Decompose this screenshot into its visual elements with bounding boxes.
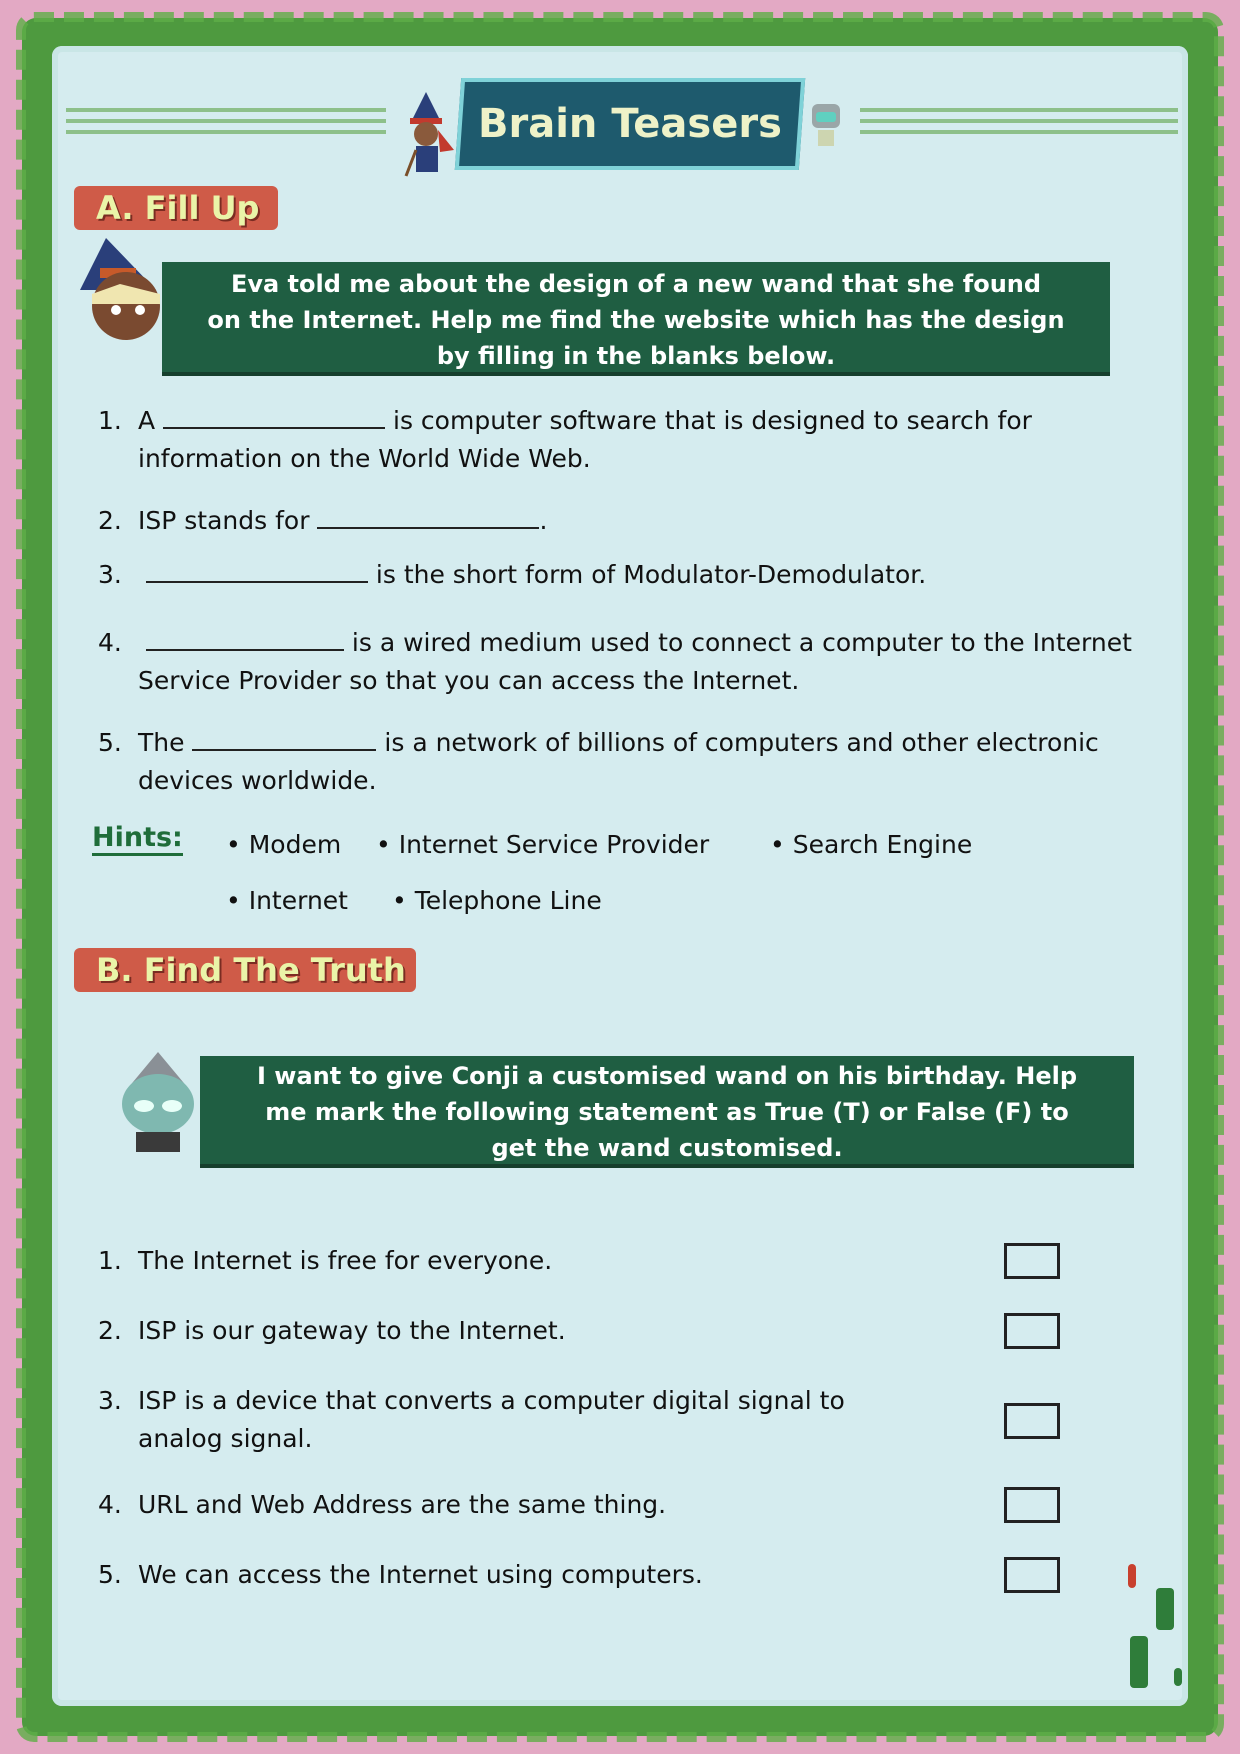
section-a-heading-text: A. Fill Up [96,189,260,227]
hint-item: • Internet [226,886,348,915]
speech-line: I want to give Conji a customised wand on his birthday. Help [257,1062,1077,1090]
decorative-mark [1130,1636,1148,1688]
decorative-mark [1128,1564,1136,1588]
speech-line: on the Internet. Help me find the website which has the design [207,306,1065,334]
answer-box[interactable] [1004,1313,1060,1349]
question-text: The [138,728,185,757]
header-lines-right [860,108,1178,142]
hint-text: Internet Service Provider [398,830,710,859]
hint-item: • Telephone Line [392,886,602,915]
hints-label: Hints: [92,822,183,856]
answer-blank[interactable] [146,557,368,583]
header-lines-left [66,108,386,142]
hint-text: Modem [248,830,342,859]
question-text: . [539,506,548,535]
answer-box[interactable] [1004,1403,1060,1439]
truth-statement-2 [98,1312,918,1350]
answer-blank[interactable] [192,725,376,751]
fill-question-3 [98,556,1158,594]
question-number: 2. [98,506,122,535]
question-number: 3. [98,560,122,589]
statement-text: URL and Web Address are the same thing. [138,1490,667,1519]
answer-blank[interactable] [146,625,344,651]
section-a-speech-bubble [162,262,1110,376]
truth-statement-1 [98,1242,918,1280]
question-text-continued: information on the World Wide Web. [138,444,591,473]
question-text: ISP stands for [138,506,310,535]
statement-number: 3. [98,1386,122,1415]
statement-text: ISP is a device that converts a computer digital signal to [138,1386,845,1415]
hint-item: • Modem [226,830,342,859]
question-text-continued: devices worldwide. [138,766,377,795]
answer-box[interactable] [1004,1487,1060,1523]
question-number: 5. [98,728,122,757]
robot-character-icon [806,98,846,150]
question-text: A [138,406,156,435]
fill-question-4 [98,624,1168,700]
statement-number: 2. [98,1316,122,1345]
eva-character-icon [76,238,176,348]
question-text: is a wired medium used to connect a computer to the Internet [351,628,1132,657]
speech-line: by filling in the blanks below. [436,342,836,370]
speech-line: get the wand customised. [491,1134,843,1162]
statement-text: The Internet is free for everyone. [138,1246,553,1275]
page-title-banner [455,78,805,170]
answer-blank[interactable] [317,503,539,529]
question-text: is computer software that is designed to search for [393,406,1032,435]
conji-character-icon [108,1048,208,1156]
statement-text-continued: analog signal. [138,1424,313,1453]
speech-line: Eva told me about the design of a new wand that she found [230,270,1042,298]
statement-text: ISP is our gateway to the Internet. [138,1316,566,1345]
decorative-mark [1156,1588,1174,1630]
section-b-heading [74,948,416,992]
section-a-heading [74,186,278,230]
page-title: Brain Teasers [478,101,782,147]
truth-statement-5 [98,1556,918,1594]
section-b-speech-bubble [200,1056,1134,1168]
answer-box[interactable] [1004,1557,1060,1593]
fill-question-1 [98,402,1158,478]
statement-text: We can access the Internet using computers. [138,1560,703,1589]
truth-statement-4 [98,1486,918,1524]
speech-line: me mark the following statement as True (T) or False (F) to [265,1098,1069,1126]
hint-text: Telephone Line [414,886,602,915]
statement-number: 4. [98,1490,122,1519]
answer-blank[interactable] [163,403,385,429]
hint-text: Internet [248,886,348,915]
wizard-character-icon [396,90,456,178]
statement-number: 1. [98,1246,122,1275]
decorative-mark [1174,1668,1182,1686]
question-text: is the short form of Modulator-Demodulator. [375,560,927,589]
question-number: 4. [98,628,122,657]
fill-question-2 [98,502,1158,540]
answer-box[interactable] [1004,1243,1060,1279]
fill-question-5 [98,724,1158,800]
hint-item: • Internet Service Provider [376,830,710,859]
question-text-continued: Service Provider so that you can access the Internet. [138,666,800,695]
section-b-heading-text: B. Find The Truth [96,951,406,989]
hint-item: • Search Engine [770,830,973,859]
question-text: is a network of billions of computers and other electronic [384,728,1099,757]
question-number: 1. [98,406,122,435]
hint-text: Search Engine [792,830,973,859]
statement-number: 5. [98,1560,122,1589]
truth-statement-3 [98,1382,918,1458]
